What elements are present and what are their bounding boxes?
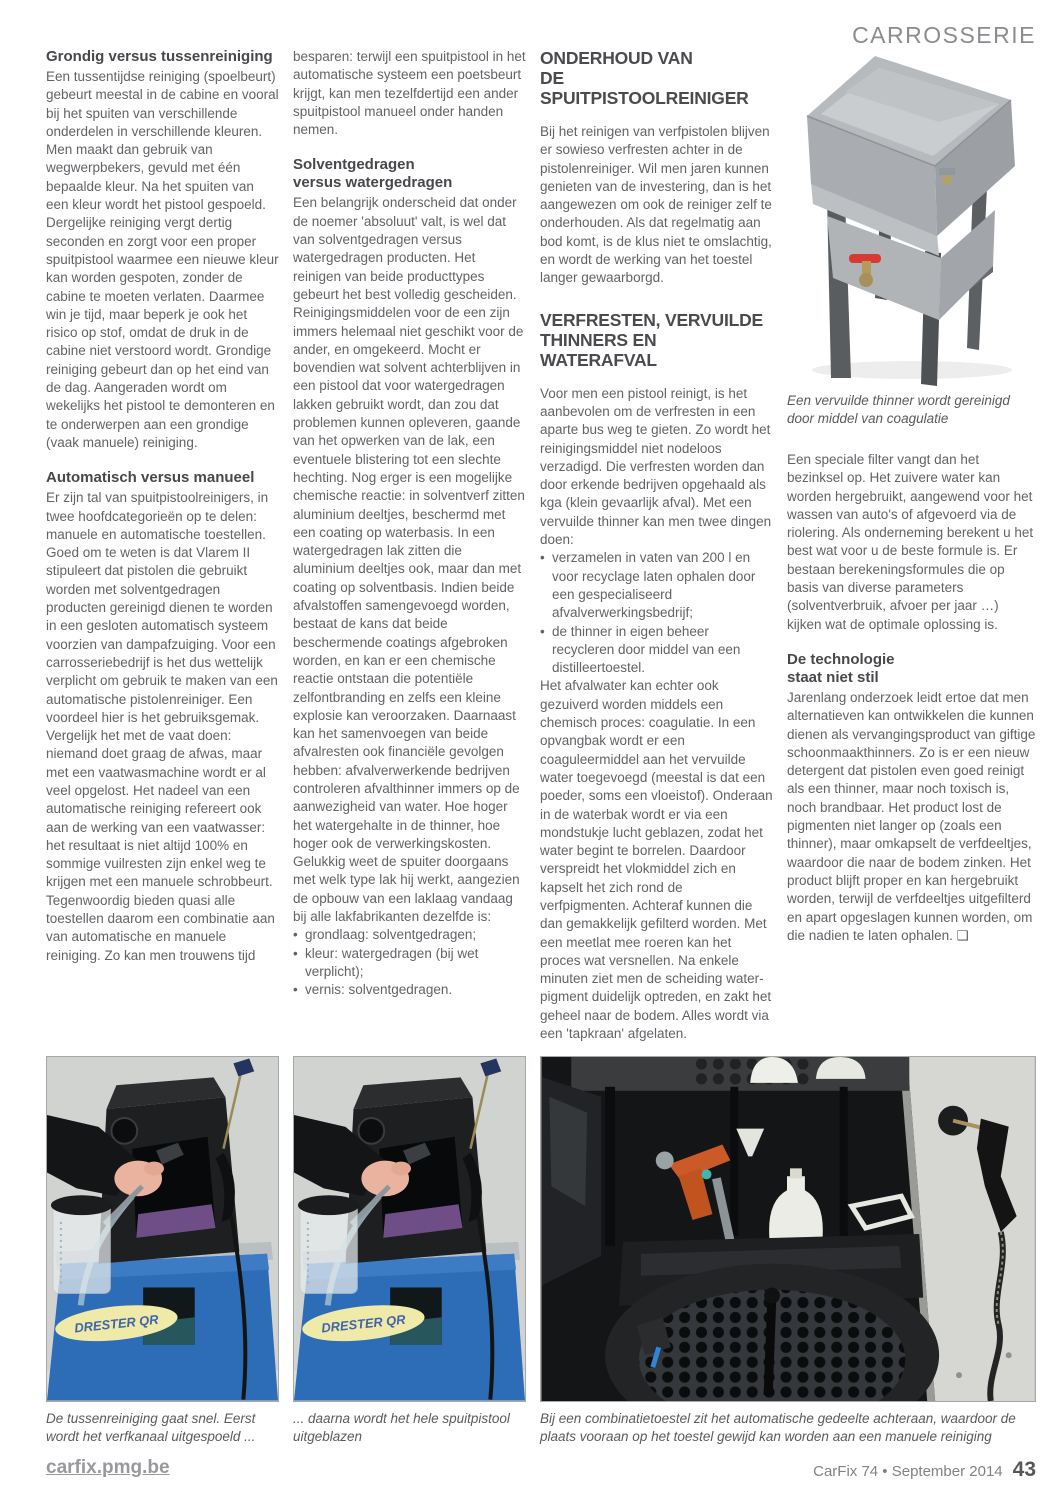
list-item: • vernis: solventgedragen.: [293, 981, 526, 999]
photo-caption: ... daarna wordt het hele spuitpistool uitgeblazen: [293, 1411, 510, 1444]
page-number: 43: [1012, 1458, 1036, 1481]
heading-line: Solventgedragen: [293, 156, 415, 174]
heading-line: THINNERS EN WATERAFVAL: [540, 329, 657, 370]
photo-caption: De tussenreiniging gaat snel. Eerst wordt het verfkanaal uitgespoeld ...: [46, 1411, 256, 1444]
spray-gun-cleaner-illustration: [294, 1057, 525, 1401]
lacquer-layers-list: [293, 926, 526, 999]
list-item: • verzamelen in vaten van 200 l en voor recyclage laten ophalen door een gespecialiseerd afvalverwerkingsbedrijf;: [540, 549, 773, 622]
paragraph: Het afvalwater kan echter ook gezuiverd worden middels een chemisch proces: coagulatie. In een opvangbak wordt er een coaguleermiddel aan het vervuilde water toegevoegd (meestal is dat een poeder, soms een vloeistof). Onderaan in de waterbak wordt er via een mondstukje lucht geblazen, zodat het water begint te borrelen. Daardoor verspreidt het vlokmiddel zich en kapselt het zich rond de verfpigmenten. Achteraf kunnen die dan gemakkelijk gefilterd worden. Met een meetlat mee roeren kan het proces wat versnellen. Na enkele minuten ziet men de scheiding water-pigment duidelijk optreden, en zakt het geheel naar de bodem. Alles wordt via een 'tapkraan' afgelaten.: [540, 678, 773, 1042]
heading-automatisch-versus-manueel: Automatisch versus manueel: [46, 469, 255, 487]
text-column-1: [46, 48, 279, 1050]
top-shelf: [571, 1057, 909, 1091]
photo-intermediate-cleaning-2: [293, 1056, 526, 1402]
heading-onderhoud: [540, 48, 773, 108]
issue-label: CarFix 74 • September 2014: [813, 1463, 1003, 1480]
combination-machine-illustration: [541, 1057, 1035, 1401]
text-column-4: [787, 48, 1036, 1050]
coagulation-unit-photo: [787, 48, 1036, 386]
paragraph: Een tussentijdse reiniging (spoelbeurt) gebeurt meestal in de cabine en vooral bij het spuiten van verschillende onderdelen in verschillende kleuren. Men maakt dan gebruik van wegwerpbekers, gevuld met één bepaalde kleur. Na het spuiten van een kleur wordt het pistool gespoeld. Dergelijke reiniging vergt dertig seconden en zorgt voor een proper spuitpistool waarmee een nieuwe kleur kan worden gespoten, zonder de cabine te moeten verlaten. Daarmee win je tijd, maar beperk je ook het risico op stof, omdat de druk in de cabine niet verstoord wordt. Grondige reiniging gebeurt dan op het eind van de dag. Aangeraden wordt om wekelijks het pistool te demonteren en te onderwerpen aan een grondige (vaak manuele) reiniging.: [46, 69, 279, 450]
paragraph: Bij het reinigen van verfpistolen blijven er sowieso verfresten achter in de pistolenreiniger. Wil men jaren kunnen genieten van de investering, dan is het aangewezen om ook de reiniger zelf te onderhouden. Als dat regelmatig aan bod komt, is de klus niet te omslachtig, en wordt de werking van het toestel langer gewaarborgd.: [540, 124, 772, 286]
heading-line: De technologie: [787, 650, 895, 668]
paragraph: besparen: terwijl een spuitpistool in het automatische systeem een poetsbeurt krijgt, kan men tezelfdertijd een ander spuitpistool manueel onder handen nemen.: [293, 49, 526, 138]
list-item: • grondlaag: solventgedragen;: [293, 926, 526, 944]
footer-issue-info: [813, 1458, 1036, 1482]
list-item: • kleur: watergedragen (bij wet verplicht);: [293, 945, 526, 982]
photo-intermediate-cleaning-1: [46, 1056, 279, 1402]
spray-gun-cleaner-illustration: [47, 1057, 278, 1401]
heading-line: DE SPUITPISTOOLREINIGER: [540, 68, 749, 108]
paragraph: Er zijn tal van spuitpistoolreinigers, in twee hoofdcategorieën op te delen: manuele en automatische toestellen. Goed om te weten is dat Vlarem II stipuleert dat pistolen die gebruikt worden met solventgedragen producten gereinigd dienen te worden in een gesloten automatisch systeem voorzien van dampafzuiging. Voor een carrosseriebedrijf is het dus wettelijk verplicht om gebruik te maken van een automatische pistolenreiniger. Een voordeel hier is het gebruiksgemak. Vergelijk het met de vaat doen: niemand doet graag de afwas, maar met een vaatwasmachine wordt er al veel opgelost. Het nadeel van een automatische reiniging refereert ook aan de werking van een vaatwasser: het resultaat is niet altijd 100% en sommige vuilresten zijn enkel weg te krijgen met een manuele schrobbeurt. Tegenwoordig bieden quasi alle toestellen daarom een combinatie aan van automatische en manuele reiniging. Zo kan men trouwens tijd: [46, 490, 278, 963]
heading-line: ONDERHOUD VAN: [540, 48, 693, 68]
photo-caption: Een vervuilde thinner wordt gereinigd door middel van coagulatie: [787, 393, 1010, 426]
paragraph: Een belangrijk onderscheid dat onder de noemer 'absoluut' valt, is wel dat van solventgedragen versus watergedragen producten. Het reinigen van beide producttypes gebeurt het best volledig gescheiden. Reinigingsmiddelen voor de een zijn immers helemaal niet geschikt voor de ander, en omgekeerd. Mocht er bovendien wat solvent achterblijven in een pistool dat voor watergedragen lakken gebruikt wordt, dan zou dat problemen kunnen opleveren, gaande van het opwerken van de lak, een eventuele blistering tot een slechte hechting. Nog erger is een mogelijke chemische reactie: in solventverf zitten aluminium deeltjes, beschermd met een coating op waterbasis. In een watergedragen lak zitten die aluminium deeltjes ook, maar dan met coating op solventbasis. Indien beide afvalstoffen samengevoegd worden, bestaat de kans dat beide beschermende coatings afgebroken worden, en kan er een chemische reactie ontstaan die potentiële zelfontbranding en zelfs een kleine explosie kan veroorzaken. Daarnaast kan het samenvoegen van beide afvalresten ook financiële gevolgen hebben: afvalverwerkende bedrijven controleren afvalthinner immers op de aanwezigheid van water. Hoe hoger het watergehalte in de thinner, hoe hoger ook de verwerkingskosten. Gelukkig weet de spuiter doorgaans met welk type lak hij werkt, aangezien de opbouw van een laklaag vandaag bij alle lakfabrikanten dezelfde is:: [293, 195, 525, 925]
heading-line: versus watergedragen: [293, 174, 453, 192]
list-item: • de thinner in eigen beheer recycleren door middel van een distilleertoestel.: [540, 623, 773, 678]
heading-solventgedragen-versus-watergedragen: [293, 156, 526, 192]
paragraph: Jarenlang onderzoek leidt ertoe dat men alternatieven kan ontwikkelen die kunnen dienen als vervangingsproduct van giftige schoonmaakthinners. Zo is er een nieuw detergent dat pistolen even goed reinigt als een thinner, maar noch toxisch is, noch brandbaar. Het product lost de pigmenten niet langer op (zoals een thinner), maar omkapselt de verfdeeltjes, waardoor die naar de bodem zinken. Het product blijft proper en kan hergebruikt worden, terwijl de verfdeeltjes uitgefilterd en apart opgeslagen kunnen worden, om die nadien te laten ophalen. ❑: [787, 689, 1036, 943]
paragraph: Een speciale filter vangt dan het bezinksel op. Het zuivere water kan worden hergebruikt, aangewend voor het wassen van auto's of afgevoerd via de riolering. Als onderneming berekent u het best wat voor u de beste formule is. Er bestaan berekeningsformules die op basis van diverse parameters (solventverbruik, afvoer per jaar …) kijken wat de optimale oplossing is.: [787, 452, 1034, 632]
coagulation-unit-illustration: [787, 48, 1036, 386]
website-link[interactable]: carfix.pmg.be: [46, 1457, 170, 1478]
text-column-2: [293, 48, 526, 1050]
thinner-options-list: [540, 549, 773, 677]
heading-line: staat niet stil: [787, 668, 879, 686]
photo-caption: Bij een combinatietoestel zit het automatische gedeelte achteraan, waardoor de plaats vooraan op het toestel gewijd kan worden aan een manuele reiniging: [540, 1411, 1016, 1444]
text-column-3: [540, 48, 773, 1050]
heading-verfresten: [540, 310, 773, 370]
photo-combination-machine: [540, 1056, 1036, 1402]
section-header: CARROSSERIE: [852, 22, 1036, 52]
paragraph: Voor men een pistool reinigt, is het aanbevolen om de verfresten in een aparte bus weg te gieten. Zo wordt het reinigingsmiddel niet nodeloos verzadigd. Die verfresten worden dan door erkende bedrijven opgehaald als kga (klein gevaarlijk afval). Met een vervuilde thinner kan men twee dingen doen:: [540, 385, 772, 548]
heading-line: VERFRESTEN, VERVUILDE: [540, 309, 764, 330]
heading-de-technologie: [787, 651, 1036, 687]
heading-grondig-versus-tussenreiniging: Grondig versus tussenreiniging: [46, 48, 273, 65]
